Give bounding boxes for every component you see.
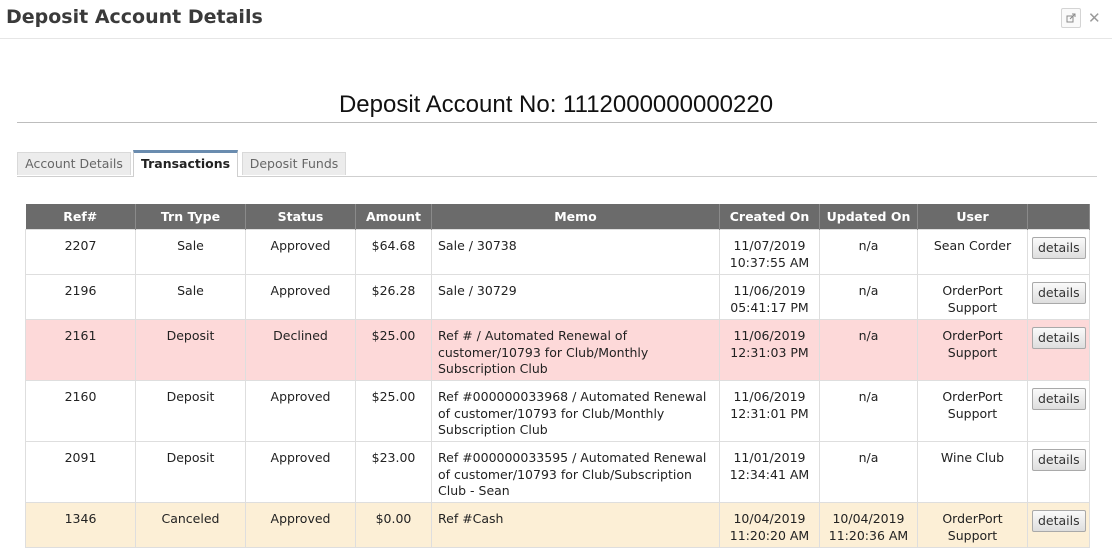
actions-cell — [1028, 230, 1090, 275]
created-on-cell: 11/07/2019 10:37:55 AM — [720, 230, 820, 275]
details-button[interactable]: details — [1032, 510, 1086, 532]
user-cell: OrderPort Support — [918, 503, 1028, 548]
table-header-row — [26, 204, 1090, 230]
amount-cell: $23.00 — [356, 442, 432, 503]
created-on-cell: 11/06/2019 12:31:01 PM — [720, 381, 820, 442]
account-number-heading: Deposit Account No: 1112000000000220 — [338, 91, 774, 118]
col-user-header: User — [918, 204, 1028, 230]
trn-type-cell: Deposit — [136, 320, 246, 381]
user-cell: OrderPort Support — [918, 381, 1028, 442]
updated-on-cell: n/a — [820, 381, 918, 442]
created-on-cell: 11/06/2019 12:31:03 PM — [720, 320, 820, 381]
close-icon[interactable]: ✕ — [1088, 9, 1101, 27]
memo-cell: Sale / 30738 — [432, 230, 720, 275]
col-actions-header — [1028, 204, 1090, 230]
col-updated-on-header: Updated On — [820, 204, 918, 230]
memo-cell: Ref #Cash — [432, 503, 720, 548]
popout-icon[interactable] — [1061, 8, 1081, 28]
table-row — [26, 230, 1090, 275]
ref-cell: 2196 — [26, 275, 136, 320]
details-button[interactable]: details — [1032, 388, 1086, 410]
updated-on-cell: n/a — [820, 442, 918, 503]
col-amount-header: Amount — [356, 204, 432, 230]
col-trn-type-header: Trn Type — [136, 204, 246, 230]
tab-transactions[interactable]: Transactions — [133, 150, 238, 177]
trn-type-cell: Sale — [136, 230, 246, 275]
trn-type-cell: Deposit — [136, 442, 246, 503]
created-on-cell: 10/04/2019 11:20:20 AM — [720, 503, 820, 548]
table-row — [26, 442, 1090, 503]
details-button[interactable]: details — [1032, 327, 1086, 349]
amount-cell: $25.00 — [356, 381, 432, 442]
trn-type-cell: Canceled — [136, 503, 246, 548]
actions-cell — [1028, 381, 1090, 442]
status-cell: Declined — [246, 320, 356, 381]
table-row — [26, 503, 1090, 548]
ref-cell: 2207 — [26, 230, 136, 275]
window-titlebar — [0, 0, 1112, 39]
created-on-cell: 11/06/2019 05:41:17 PM — [720, 275, 820, 320]
transactions-table — [25, 204, 1090, 548]
tab-bar — [17, 150, 1097, 177]
status-cell: Approved — [246, 275, 356, 320]
memo-cell: Ref #000000033595 / Automated Renewal of customer/10793 for Club/Subscription Club - Sean — [432, 442, 720, 503]
amount-cell: $0.00 — [356, 503, 432, 548]
status-cell: Approved — [246, 381, 356, 442]
trn-type-cell: Sale — [136, 275, 246, 320]
ref-cell: 2161 — [26, 320, 136, 381]
heading-divider — [17, 122, 1097, 123]
user-cell: Wine Club — [918, 442, 1028, 503]
memo-cell: Ref #000000033968 / Automated Renewal of customer/10793 for Club/Monthly Subscription Club — [432, 381, 720, 442]
details-button[interactable]: details — [1032, 237, 1086, 259]
tab-account-details[interactable]: Account Details — [17, 152, 131, 175]
details-button[interactable]: details — [1032, 449, 1086, 471]
amount-cell: $64.68 — [356, 230, 432, 275]
col-created-on-header: Created On — [720, 204, 820, 230]
col-status-header: Status — [246, 204, 356, 230]
created-on-cell: 11/01/2019 12:34:41 AM — [720, 442, 820, 503]
updated-on-cell: n/a — [820, 275, 918, 320]
col-ref-header: Ref# — [26, 204, 136, 230]
table-row — [26, 381, 1090, 442]
status-cell: Approved — [246, 503, 356, 548]
table-row — [26, 275, 1090, 320]
status-cell: Approved — [246, 230, 356, 275]
status-cell: Approved — [246, 442, 356, 503]
ref-cell: 2160 — [26, 381, 136, 442]
user-cell: OrderPort Support — [918, 275, 1028, 320]
table-row — [26, 320, 1090, 381]
amount-cell: $25.00 — [356, 320, 432, 381]
tab-deposit-funds[interactable]: Deposit Funds — [242, 152, 346, 175]
actions-cell — [1028, 503, 1090, 548]
user-cell: OrderPort Support — [918, 320, 1028, 381]
updated-on-cell: 10/04/2019 11:20:36 AM — [820, 503, 918, 548]
memo-cell: Sale / 30729 — [432, 275, 720, 320]
updated-on-cell: n/a — [820, 230, 918, 275]
details-button[interactable]: details — [1032, 282, 1086, 304]
ref-cell: 1346 — [26, 503, 136, 548]
trn-type-cell: Deposit — [136, 381, 246, 442]
user-cell: Sean Corder — [918, 230, 1028, 275]
actions-cell — [1028, 320, 1090, 381]
actions-cell — [1028, 275, 1090, 320]
amount-cell: $26.28 — [356, 275, 432, 320]
memo-cell: Ref # / Automated Renewal of customer/10793 for Club/Monthly Subscription Club — [432, 320, 720, 381]
actions-cell — [1028, 442, 1090, 503]
window-title: Deposit Account Details — [6, 6, 263, 28]
ref-cell: 2091 — [26, 442, 136, 503]
col-memo-header: Memo — [432, 204, 720, 230]
updated-on-cell: n/a — [820, 320, 918, 381]
